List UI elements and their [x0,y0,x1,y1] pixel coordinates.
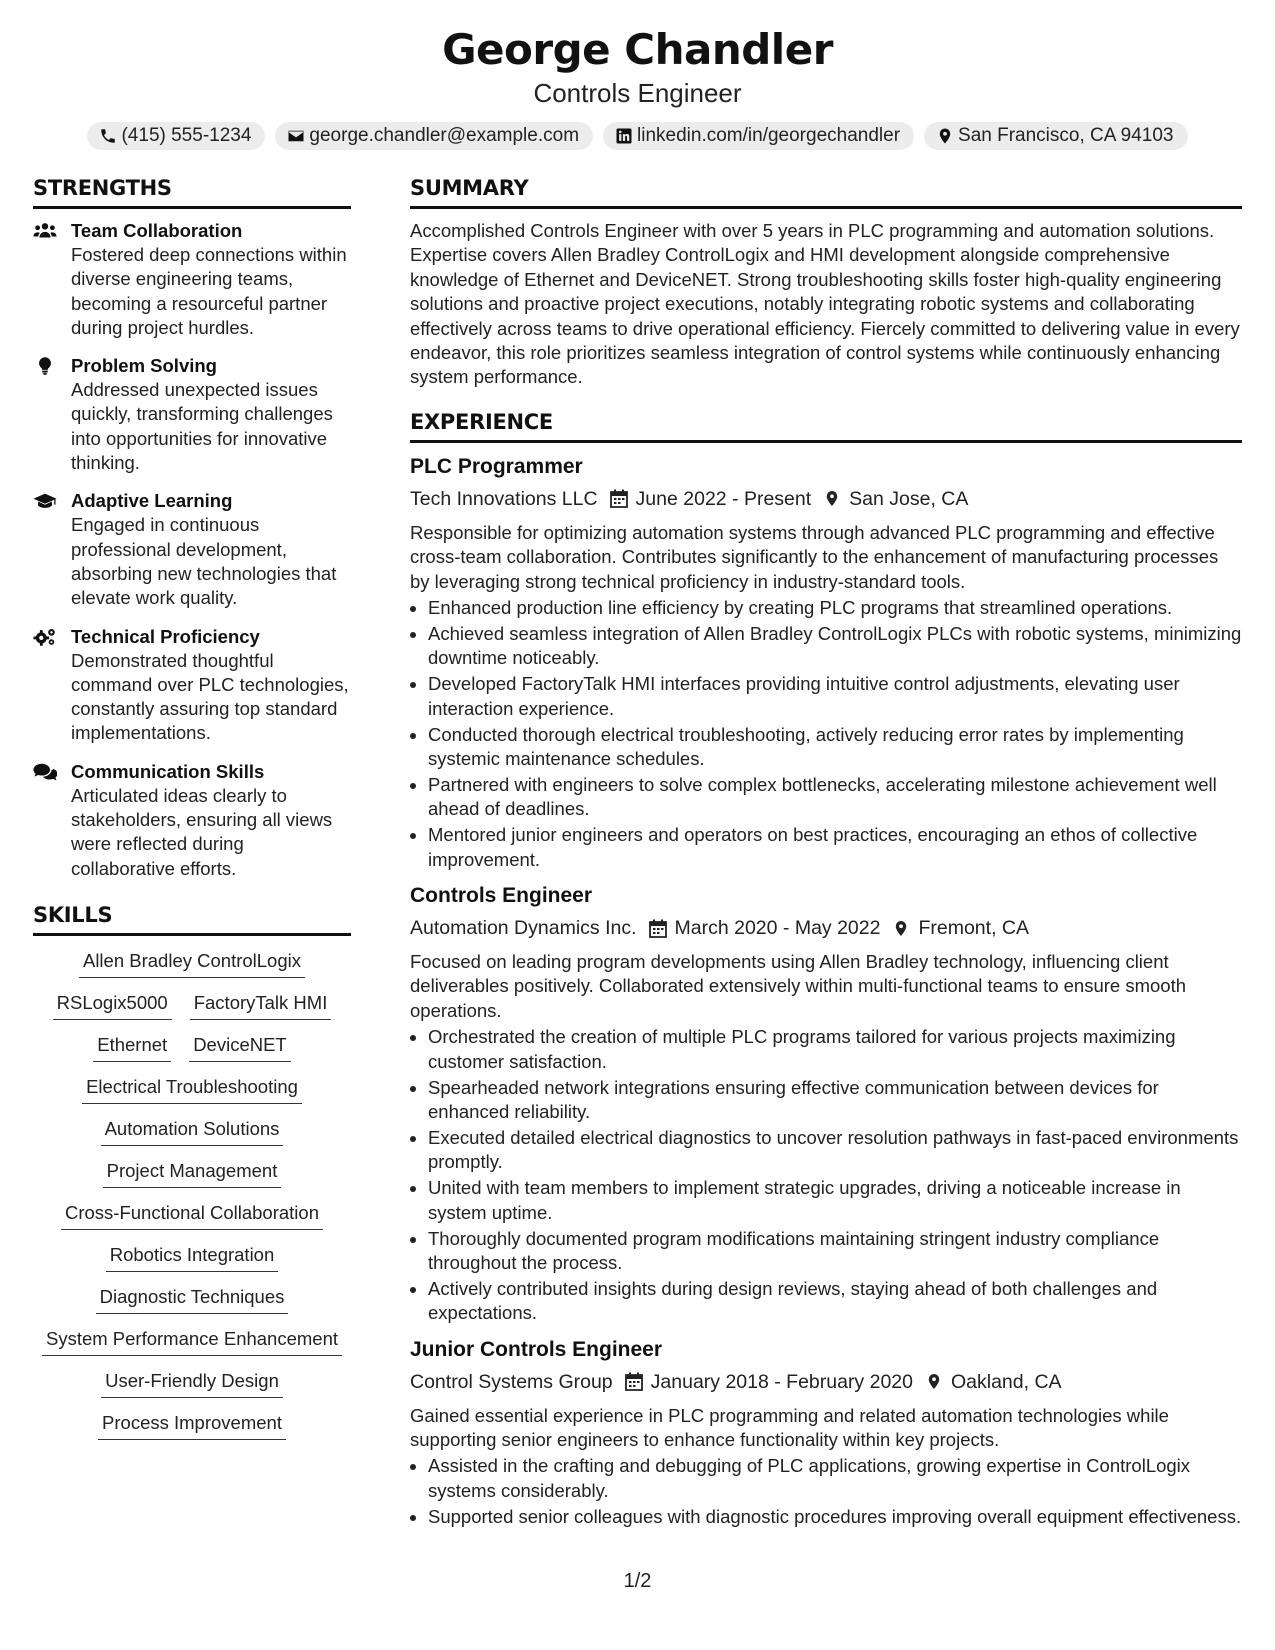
left-column [33,176,351,1440]
resume-header [0,0,1275,150]
job-description: Gained essential experience in PLC programming and related automation technologies while supporting senior engineers to enhance functionality within key projects. [410,1404,1169,1451]
skill-tag: System Performance Enhancement [42,1327,342,1356]
skill-row [33,949,351,978]
skill-row [33,1285,351,1314]
calendar-icon [649,919,667,938]
candidate-name: George Chandler [442,25,833,74]
skill-row [33,1033,351,1062]
job-title: Junior Controls Engineer [410,1337,663,1361]
job-company: Automation Dynamics Inc. [410,917,637,940]
job-bullets [410,596,1242,872]
job-company: Tech Innovations LLC [410,487,598,510]
contact-email[interactable] [275,122,593,150]
skill-tag: Allen Bradley ControlLogix [79,949,305,978]
job-entry [410,1336,1242,1530]
graduation-cap-icon [33,491,57,511]
job-bullet: • Actively contributed insights during design reviews, staying ahead of both challenges and expectations. [428,1277,1242,1326]
strength-item [33,354,351,475]
contact-location [924,122,1187,150]
job-location: Oakland, CA [950,1370,1062,1393]
strength-item [33,219,351,340]
contact-phone[interactable] [87,122,265,150]
strength-desc: Demonstrated thoughtful command over PLC technologies, constantly assuring top standard implementations. [71,649,349,744]
job-meta [410,914,1242,942]
job-bullet: • Developed FactoryTalk HMI interfaces providing intuitive control adjustments, elevating user interaction experience. [428,672,1242,721]
strengths-list [33,219,351,881]
strength-title: Team Collaboration [71,220,243,241]
map-pin-icon [925,1372,943,1391]
job-location: Fremont, CA [918,917,1029,940]
strength-title: Communication Skills [71,760,265,782]
strength-item [33,625,351,746]
strength-title: Technical Proficiency [71,625,260,647]
skills-list [33,949,351,1440]
job-meta [410,485,1242,513]
skill-row [33,1327,351,1356]
strength-item [33,760,351,881]
skill-tag: FactoryTalk HMI [190,991,332,1020]
job-bullets [410,1025,1242,1325]
job-entry [410,882,1242,1326]
job-title: PLC Programmer [410,454,583,478]
job-bullet: • Mentored junior engineers and operators on best practices, encouraging an ethos of collective improvement. [428,823,1242,872]
job-location: San Jose, CA [849,487,969,510]
job-entry [410,453,1242,872]
job-meta [410,1368,1242,1396]
skill-row [33,1117,351,1146]
skill-tag: Robotics Integration [106,1243,279,1272]
skill-tag: Diagnostic Techniques [96,1285,289,1314]
gears-icon [33,627,57,647]
skills-heading: SKILLS [33,903,351,936]
contact-linkedin[interactable] [603,122,914,150]
candidate-title: Controls Engineer [533,78,742,108]
contact-location-text: San Francisco, CA 94103 [958,125,1174,146]
skill-tag: Project Management [103,1159,282,1188]
job-bullet: • Orchestrated the creation of multiple PLC programs tailored for various projects maximizing customer satisfaction. [428,1025,1242,1074]
skill-row [33,1411,351,1440]
job-description: Responsible for optimizing automation systems through advanced PLC programming and effective cross-team collaboration. Contributes significantly to the enhancement of manufacturing processes by leveraging strong technical proficiency in industry-standard tools. [410,521,1219,592]
lightbulb-icon [33,356,57,376]
experience-heading: EXPERIENCE [410,410,1242,443]
skill-tag: User-Friendly Design [101,1369,283,1398]
job-bullets [410,1454,1242,1529]
strength-desc: Articulated ideas clearly to stakeholders, ensuring all views were reflected during collaborative efforts. [71,784,333,879]
job-dates: June 2022 - Present [635,487,812,510]
strength-item [33,489,351,610]
calendar-icon [610,489,628,508]
job-bullet: • Thoroughly documented program modifications maintaining stringent industry compliance throughout the process. [428,1227,1242,1276]
job-bullet: • Spearheaded network integrations ensuring effective communication between devices for enhanced reliability. [428,1076,1242,1125]
job-bullet: • Supported senior colleagues with diagnostic procedures improving overall equipment effectiveness. [428,1505,1242,1529]
skill-tag: RSLogix5000 [53,991,172,1020]
summary-heading: SUMMARY [410,176,1242,209]
comments-icon [33,762,57,782]
skill-row [33,1075,351,1104]
strength-desc: Fostered deep connections within diverse engineering teams, becoming a resourceful partner during project hurdles. [71,244,347,338]
job-bullet: • Executed detailed electrical diagnostics to uncover resolution pathways in fast-paced environments promptly. [428,1126,1242,1175]
users-icon [33,221,57,241]
contact-bar [0,122,1275,150]
skill-tag: Cross-Functional Collaboration [61,1201,323,1230]
strengths-heading: STRENGTHS [33,176,351,209]
contact-email-text: george.chandler@example.com [309,125,580,146]
job-title: Controls Engineer [410,884,593,908]
skill-row [33,1243,351,1272]
summary-text: Accomplished Controls Engineer with over 5 years in PLC programming and automation solutions. Expertise covers Allen Bradley ControlLogix and HMI development alongside comprehensive knowledge of Ethernet and DeviceNET. Strong troubleshooting skills foster high-quality engineering solutions and proactive project executions, notably integrating robotic systems and collaborating effectively across teams to drive operational efficiency. Fiercely committed to delivering value in every endeavor, this role prioritizes seamless integration of control systems while continuously enhancing system performance. [410,220,1240,388]
job-dates: January 2018 - February 2020 [650,1370,913,1393]
job-company: Control Systems Group [410,1370,613,1393]
strength-title: Problem Solving [71,355,217,377]
job-bullet: • Achieved seamless integration of Allen Bradley ControlLogix PLCs with robotic systems, minimizing downtime noticeably. [428,622,1242,671]
job-bullet: • Conducted thorough electrical troubleshooting, actively reducing error rates by implementing systemic maintenance schedules. [428,723,1242,772]
strength-desc: Engaged in continuous professional development, absorbing new technologies that elevate work quality. [71,514,337,609]
skill-tag: Automation Solutions [101,1117,284,1146]
strength-title: Adaptive Learning [71,490,233,512]
job-dates: March 2020 - May 2022 [674,917,881,940]
page-number: 1/2 [623,1570,652,1592]
map-pin-icon [892,919,910,938]
strength-desc: Addressed unexpected issues quickly, transforming challenges into opportunities for innovative thinking. [71,379,333,474]
skill-row [33,1201,351,1230]
linkedin-icon [615,127,633,145]
job-bullet: • United with team members to implement strategic upgrades, driving a noticeable increase in system uptime. [428,1176,1242,1225]
calendar-icon [625,1372,643,1391]
phone-icon [99,127,117,145]
skill-row [33,991,351,1020]
skill-tag: Process Improvement [98,1411,286,1440]
map-pin-icon [936,127,954,145]
job-description: Focused on leading program developments using Allen Bradley technology, influencing client deliverables positively. Collaborated extensively within multi-functional teams to ensure smooth operations. [410,951,1187,1021]
skill-row [33,1159,351,1188]
skill-tag: Ethernet [93,1033,171,1062]
skill-row [33,1369,351,1398]
contact-linkedin-text: linkedin.com/in/georgechandler [637,125,901,146]
skill-tag: Electrical Troubleshooting [82,1075,302,1104]
contact-phone-text: (415) 555-1234 [121,125,252,146]
job-bullet: • Enhanced production line efficiency by creating PLC programs that streamlined operations. [428,596,1242,620]
envelope-icon [287,127,305,145]
right-column [410,176,1242,1531]
job-bullet: • Assisted in the crafting and debugging of PLC applications, growing expertise in ControlLogix systems considerably. [428,1454,1242,1503]
skill-tag: DeviceNET [189,1033,291,1062]
map-pin-icon [823,489,841,508]
job-bullet: • Partnered with engineers to solve complex bottlenecks, accelerating milestone achievement well ahead of deadlines. [428,773,1242,822]
